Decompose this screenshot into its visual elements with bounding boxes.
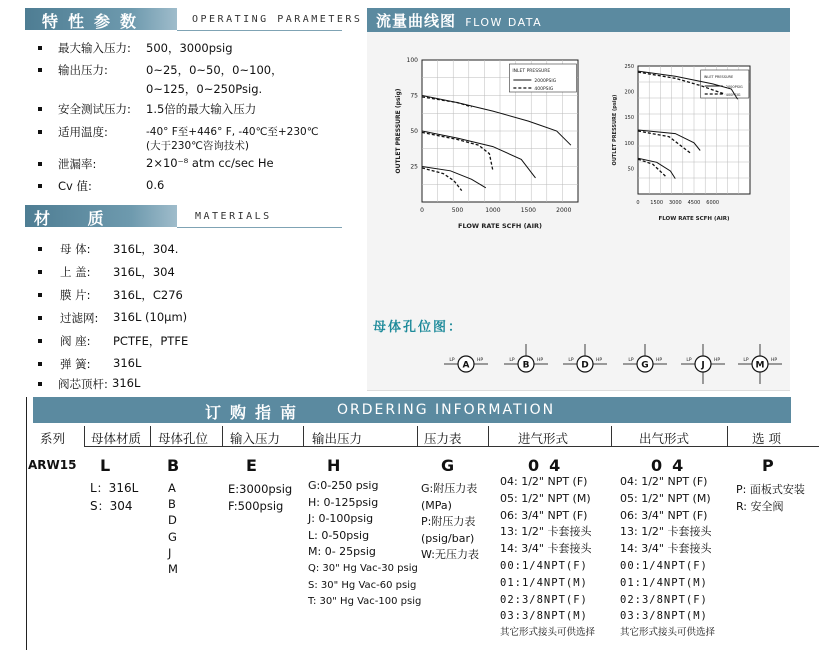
legend-title: INLET PRESSURE xyxy=(703,75,734,79)
option-item: H: 0-125psig xyxy=(308,495,379,509)
flow-chart-2 xyxy=(610,62,760,222)
code-outlet-pressure: H xyxy=(327,456,341,475)
material-label: 阀芯顶杆: xyxy=(58,377,108,391)
option-item: A xyxy=(168,481,176,495)
option-item: F:500psig xyxy=(228,498,284,513)
inlet-type-list xyxy=(500,474,595,642)
code-inlet-pressure: E xyxy=(246,456,257,475)
option-item: S：304 xyxy=(90,499,133,513)
port-lp-label: LP xyxy=(743,358,749,363)
material-label: 阀 座: xyxy=(60,334,91,348)
y-tick-label: 50 xyxy=(627,166,634,173)
param-value: 0.6 xyxy=(146,178,165,192)
code-gauge: G xyxy=(441,456,455,475)
option-item: 04: 1/2" NPT (F) xyxy=(620,475,708,488)
x-tick-label: 1500 xyxy=(650,200,664,206)
port-hp-label: HP xyxy=(655,358,663,363)
bullet-icon xyxy=(38,362,42,366)
materials-title-en: MATERIALS xyxy=(195,211,272,222)
col-divider xyxy=(727,426,728,446)
col-divider xyxy=(611,426,612,446)
option-item: G:附压力表 xyxy=(421,482,478,495)
port-label: B xyxy=(522,360,530,371)
y-tick-label: 25 xyxy=(410,163,418,171)
param-label: 安全测试压力: xyxy=(58,102,131,116)
option-item: 01:1/4NPT(M) xyxy=(620,576,708,589)
x-tick-label: 0 xyxy=(636,200,640,206)
option-item: D xyxy=(168,513,177,528)
material-label: 上 盖: xyxy=(60,265,91,279)
param-value: 500，3000psig xyxy=(146,41,233,55)
param-value: 0~25，0~50，0~100， xyxy=(146,63,283,77)
bullet-icon xyxy=(38,382,42,386)
port-label: G xyxy=(641,360,649,371)
option-item: S: 30" Hg Vac-60 psig xyxy=(308,579,417,591)
material-value: 316L xyxy=(113,356,142,370)
param-value: 1.5倍的最大输入压力 xyxy=(146,102,257,116)
ordering-title-en: ORDERING INFORMATION xyxy=(337,402,556,418)
port-hp-label: HP xyxy=(536,358,544,363)
option-item: Q: 30" Hg Vac-30 psig xyxy=(308,562,418,574)
y-tick-label: 50 xyxy=(410,128,418,135)
bullet-icon xyxy=(38,184,42,188)
port-hp-label: HP xyxy=(770,358,778,363)
option-item: 其它形式接头可供选择 xyxy=(500,627,596,639)
bullet-icon xyxy=(38,316,42,320)
params-title-en: OPERATING PARAMETERS xyxy=(192,14,363,25)
body-ports-list xyxy=(168,480,178,577)
bullet-icon xyxy=(38,162,42,166)
option-item: T: 30" Hg Vac-100 psig xyxy=(308,596,422,608)
param-label: 最大输入压力: xyxy=(58,41,131,55)
option-item: (MPa) xyxy=(421,498,452,512)
x-tick-label: 3000 xyxy=(668,200,682,206)
port-lp-label: LP xyxy=(628,358,634,363)
option-item: 02:3/8NPT(F) xyxy=(500,593,588,606)
port-label: M xyxy=(755,360,765,371)
x-tick-label: 1000 xyxy=(485,207,501,214)
legend-entry: 400PSIG xyxy=(725,93,741,97)
bullet-icon xyxy=(38,68,42,72)
flow-title xyxy=(376,10,542,31)
option-item: G:0-250 psig xyxy=(308,479,379,492)
outlet-pressure-list xyxy=(308,478,421,611)
option-item: 其它形式接头可供选择 xyxy=(620,627,716,639)
col-header-body-ports: 母体孔位 xyxy=(158,431,209,446)
y-tick-label: 150 xyxy=(624,115,634,122)
option-item: E:3000psig xyxy=(228,482,293,496)
bullet-icon xyxy=(38,130,42,134)
x-tick-label: 2000 xyxy=(556,207,572,214)
col-underline xyxy=(84,446,819,447)
col-header-inlet-type: 进气形式 xyxy=(518,431,569,446)
material-value: 316L，304 xyxy=(113,265,175,279)
material-value: 316L，304. xyxy=(113,242,179,256)
port-diagrams xyxy=(440,336,790,392)
option-item: 00:1/4NPT(F) xyxy=(500,559,588,572)
option-item: 06: 3/4" NPT (F) xyxy=(620,508,708,522)
legend-title: INLET PRESSURE xyxy=(512,69,551,74)
col-header-options: 选 项 xyxy=(752,431,781,446)
option-item: 00:1/4NPT(F) xyxy=(620,559,708,572)
gauge-list xyxy=(421,481,479,564)
col-divider xyxy=(84,426,85,446)
x-tick-label: 500 xyxy=(451,207,464,214)
param-label: Cv 值: xyxy=(58,179,92,193)
col-divider xyxy=(417,426,418,446)
col-divider xyxy=(488,426,489,446)
option-item: J: 0-100psig xyxy=(308,512,374,526)
option-item: 02:3/8NPT(F) xyxy=(620,593,708,606)
flow-chart-1 xyxy=(388,52,588,237)
materials-title-cn: 材 质 xyxy=(34,209,120,228)
option-item: M xyxy=(168,562,178,577)
y-tick-label: 75 xyxy=(410,92,418,100)
series-code: ARW15 xyxy=(28,458,77,472)
options-list xyxy=(736,482,805,515)
option-item: 04: 1/2" NPT (F) xyxy=(500,475,588,488)
material-value: 316L xyxy=(112,376,141,390)
option-item: 13: 1/2" 卡套接头 xyxy=(500,525,592,539)
code-options: P xyxy=(762,456,774,475)
material-value: 316L，C276 xyxy=(113,288,183,302)
param-value-2: 0~125，0~250Psig. xyxy=(146,82,263,96)
col-divider xyxy=(150,426,151,446)
option-item: (psig/bar) xyxy=(421,531,475,545)
param-label: 泄漏率: xyxy=(58,157,97,171)
option-item: L: 0-50psig xyxy=(308,528,370,542)
material-label: 过滤网: xyxy=(60,311,99,325)
x-tick-label: 6000 xyxy=(706,200,720,206)
col-header-outlet-pressure: 输出压力 xyxy=(312,431,363,446)
material-label: 母 体: xyxy=(60,242,91,256)
col-header-body-material: 母体材质 xyxy=(91,431,142,446)
port-lp-label: LP xyxy=(509,358,515,363)
y-tick-label: 100 xyxy=(406,57,418,64)
bullet-icon xyxy=(38,247,42,251)
material-label: 膜 片: xyxy=(60,288,91,302)
col-header-series: 系列 xyxy=(40,431,66,446)
y-axis-label: OUTLET PRESSURE (psig) xyxy=(612,94,618,166)
port-hp-label: HP xyxy=(476,358,484,363)
col-header-outlet-type: 出气形式 xyxy=(639,431,690,446)
y-axis-label: OUTLET PRESSURE (psig) xyxy=(395,88,402,174)
legend-entry: 2000PSIG xyxy=(534,79,557,84)
left-border xyxy=(26,397,27,650)
bullet-icon xyxy=(38,270,42,274)
bullet-icon xyxy=(38,46,42,50)
legend-entry: 2000PSIG xyxy=(725,85,743,89)
code-body-material: L xyxy=(100,456,111,475)
param-value: -40° F至+446° F, -40℃至+230℃ xyxy=(146,126,319,138)
port-label: D xyxy=(581,360,589,371)
port-lp-label: LP xyxy=(568,358,574,363)
legend-entry: 400PSIG xyxy=(534,87,554,92)
param-value-2: (大于230℃咨询技术) xyxy=(146,140,250,152)
bullet-icon xyxy=(38,339,42,343)
code-inlet-type: 04 xyxy=(528,456,571,475)
option-item: J xyxy=(168,545,172,560)
option-item: G xyxy=(168,529,177,544)
option-item: 03:3/8NPT(M) xyxy=(620,610,708,623)
x-tick-label: 1500 xyxy=(520,207,537,214)
material-value: 316L (10μm) xyxy=(113,310,188,324)
x-axis-label: FLOW RATE SCFH (AIR) xyxy=(458,222,542,230)
bullet-icon xyxy=(38,107,42,111)
ports-title: 母体孔位图： xyxy=(373,320,464,335)
option-item: R: 安全阀 xyxy=(736,499,784,513)
option-item: B xyxy=(168,497,176,512)
option-item: P: 面板式安装 xyxy=(736,483,805,496)
port-label: A xyxy=(462,360,470,371)
option-item: L：316L xyxy=(90,481,139,495)
param-value: 2×10⁻⁸ atm cc/sec He xyxy=(146,156,274,170)
param-label: 输出压力: xyxy=(58,63,108,77)
ordering-title-cn: 订购指南 xyxy=(205,403,306,422)
option-item: M: 0- 25psig xyxy=(308,545,376,559)
code-body-ports: B xyxy=(167,456,180,475)
flow-title-cn: 流量曲线图 xyxy=(376,12,457,30)
option-item: P:附压力表 xyxy=(421,515,476,528)
material-value: PCTFE，PTFE xyxy=(113,334,189,348)
outlet-type-list xyxy=(620,474,715,642)
y-tick-label: 250 xyxy=(624,64,634,70)
port-lp-label: LP xyxy=(686,358,692,363)
y-tick-label: 200 xyxy=(624,89,634,96)
col-divider xyxy=(303,426,304,446)
x-tick-label: 4500 xyxy=(687,200,701,206)
port-hp-label: HP xyxy=(595,358,603,363)
option-item: 13: 1/2" 卡套接头 xyxy=(620,525,712,539)
option-item: 14: 3/4" 卡套接头 xyxy=(500,542,592,556)
port-hp-label: HP xyxy=(713,358,721,363)
bullet-icon xyxy=(38,293,42,297)
option-item: 03:3/8NPT(M) xyxy=(500,610,588,623)
x-tick-label: 0 xyxy=(420,207,424,214)
option-item: 05: 1/2" NPT (M) xyxy=(500,491,591,505)
option-item: 14: 3/4" 卡套接头 xyxy=(620,542,712,556)
port-lp-label: LP xyxy=(449,358,455,363)
option-item: 06: 3/4" NPT (F) xyxy=(500,508,588,522)
params-title-cn: 特性参数 xyxy=(42,12,147,31)
col-divider xyxy=(222,426,223,446)
material-label: 弹 簧: xyxy=(60,357,91,371)
col-header-inlet-pressure: 输入压力 xyxy=(230,431,281,446)
body-material-list xyxy=(90,479,138,515)
x-axis-label: FLOW RATE SCFH (AIR) xyxy=(658,216,730,222)
code-outlet-type: 04 xyxy=(651,456,694,475)
inlet-pressure-list xyxy=(228,481,292,514)
col-header-gauge: 压力表 xyxy=(424,431,462,446)
option-item: 01:1/4NPT(M) xyxy=(500,576,588,589)
option-item: 05: 1/2" NPT (M) xyxy=(620,491,711,505)
param-label: 适用温度: xyxy=(58,125,108,139)
y-tick-label: 100 xyxy=(624,140,634,147)
port-label: J xyxy=(701,360,705,371)
flow-title-en: FLOW DATA xyxy=(465,16,543,29)
option-item: W:无压力表 xyxy=(421,548,479,561)
